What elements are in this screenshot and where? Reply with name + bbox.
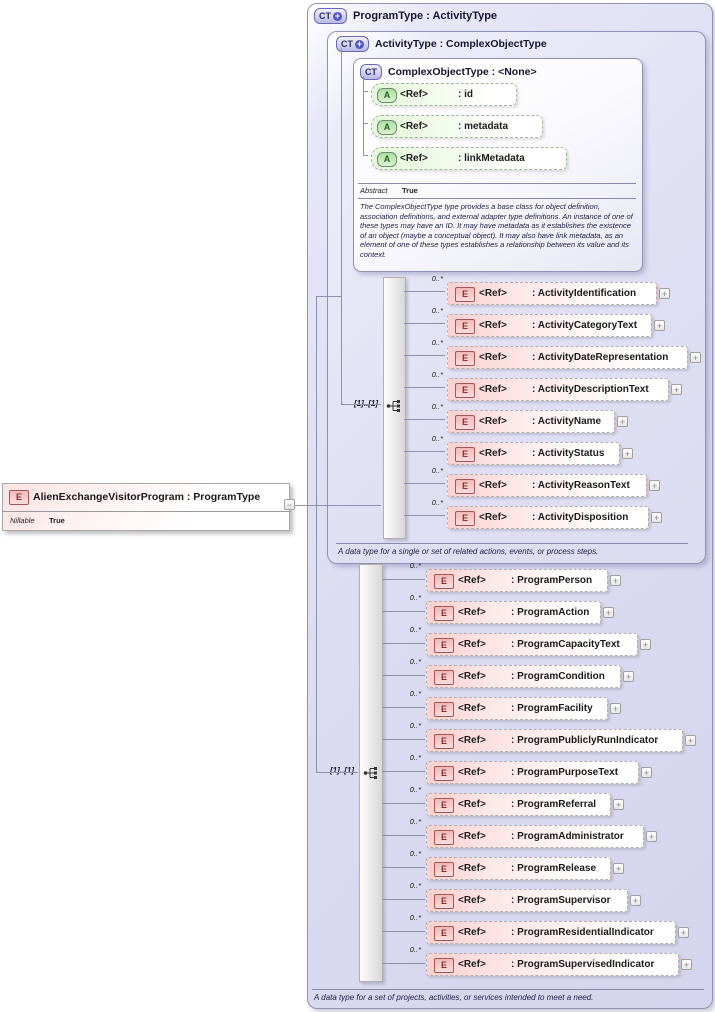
element-badge: E — [455, 511, 475, 526]
attribute-badge: A — [377, 120, 397, 135]
element-badge: E — [455, 447, 475, 462]
attribute-badge: A — [377, 152, 397, 167]
programtype-footer: A data type for a set of projects, activities, or services intended to meet a need. — [314, 993, 594, 1002]
element-badge: E — [434, 830, 454, 845]
element-row-programperson[interactable] — [426, 569, 608, 592]
element-badge: E — [455, 415, 475, 430]
attribute-row-id[interactable] — [371, 83, 517, 106]
cardinality-label: 0..* — [431, 402, 443, 411]
element-name: : ProgramPerson — [511, 575, 593, 586]
complex-type-badge — [336, 36, 369, 52]
element-badge: E — [434, 606, 454, 621]
programtype-header — [314, 8, 497, 24]
element-row-programcondition[interactable] — [426, 665, 621, 688]
expand-icon[interactable]: + — [654, 320, 665, 331]
element-badge: E — [455, 351, 475, 366]
element-row-programpubliclyrunindicator[interactable] — [426, 729, 683, 752]
element-row-programsupervisedindicator[interactable] — [426, 953, 679, 976]
cardinality-label: 0..* — [409, 721, 421, 730]
cardinality-label: 0..* — [431, 306, 443, 315]
element-box-alienexchangevisitorprogram[interactable] — [2, 483, 290, 531]
expand-icon[interactable]: + — [610, 575, 621, 586]
element-row-programcapacitytext[interactable] — [426, 633, 638, 656]
element-name: : ActivityCategoryText — [532, 320, 638, 331]
ref-label: <Ref> — [479, 288, 507, 299]
cardinality-label: 0..* — [409, 561, 421, 570]
sequence-icon — [386, 398, 402, 414]
element-badge: E — [434, 862, 454, 877]
expand-icon[interactable]: + — [651, 512, 662, 523]
cardinality-label: 0..* — [431, 466, 443, 475]
abstract-value: True — [402, 186, 418, 195]
ref-label: <Ref> — [458, 895, 486, 906]
element-badge: E — [434, 958, 454, 973]
cardinality-label: 0..* — [409, 817, 421, 826]
nillable-label: Nillable — [10, 516, 35, 525]
programtype-title: ProgramType : ActivityType — [353, 10, 498, 22]
expand-icon[interactable]: + — [681, 959, 692, 970]
ref-label: <Ref> — [479, 320, 507, 331]
expand-icon[interactable]: + — [613, 799, 624, 810]
element-name: : ProgramAdministrator — [511, 831, 624, 842]
cardinality-label: 0..* — [409, 785, 421, 794]
expand-icon[interactable]: + — [646, 831, 657, 842]
cardinality-label: 0..* — [409, 625, 421, 634]
element-row-programfacility[interactable] — [426, 697, 608, 720]
expand-icon[interactable]: + — [659, 288, 670, 299]
ref-label: <Ref> — [458, 735, 486, 746]
element-row-programaction[interactable] — [426, 601, 601, 624]
expand-icon[interactable]: + — [649, 480, 660, 491]
element-name: : ProgramCapacityText — [511, 639, 620, 650]
element-row-activitydescriptiontext[interactable] — [447, 378, 669, 401]
ref-label: <Ref> — [458, 831, 486, 842]
element-name: : ActivityDescriptionText — [532, 384, 649, 395]
ref-label: <Ref> — [400, 89, 428, 100]
element-name: : ProgramSupervisor — [511, 895, 611, 906]
ct-badge-label: CT — [319, 11, 331, 21]
cardinality-label: 0..* — [409, 657, 421, 666]
element-badge: E — [434, 670, 454, 685]
divider — [336, 543, 688, 544]
element-row-activityidentification[interactable] — [447, 282, 657, 305]
element-badge: E — [434, 638, 454, 653]
ref-label: <Ref> — [479, 512, 507, 523]
element-name: : ProgramAction — [511, 607, 590, 618]
element-row-programpurposetext[interactable] — [426, 761, 639, 784]
element-badge: E — [434, 734, 454, 749]
attribute-row-metadata[interactable] — [371, 115, 543, 138]
ref-label: <Ref> — [458, 639, 486, 650]
element-badge: E — [455, 287, 475, 302]
element-badge: E — [455, 479, 475, 494]
expand-icon[interactable]: + — [685, 735, 696, 746]
expand-icon[interactable]: + — [641, 767, 652, 778]
element-badge: E — [434, 766, 454, 781]
element-badge: E — [455, 383, 475, 398]
ref-label: <Ref> — [458, 703, 486, 714]
ref-label: <Ref> — [458, 575, 486, 586]
element-name: : ProgramFacility — [511, 703, 593, 714]
ct-badge-label: CT — [365, 67, 377, 77]
complex-type-box-complexobjecttype — [353, 58, 643, 272]
activitytype-title: ActivityType : ComplexObjectType — [375, 38, 547, 50]
ref-label: <Ref> — [458, 671, 486, 682]
complex-type-badge — [360, 64, 382, 80]
ref-label: <Ref> — [458, 799, 486, 810]
element-row-programadministrator[interactable] — [426, 825, 644, 848]
group-cardinality: [1]..[1] — [354, 399, 378, 408]
element-row-programsupervisor[interactable] — [426, 889, 628, 912]
ref-label: <Ref> — [458, 927, 486, 938]
attribute-name: : id — [458, 89, 473, 100]
activitytype-footer: A data type for a single or set of related actions, events, or process steps. — [338, 547, 599, 556]
divider — [358, 183, 636, 184]
element-row-activitydaterepresentation[interactable] — [447, 346, 688, 369]
ref-label: <Ref> — [458, 767, 486, 778]
cardinality-label: 0..* — [409, 593, 421, 602]
element-name: : ActivityStatus — [532, 448, 605, 459]
element-badge: E — [434, 926, 454, 941]
element-row-programresidentialindicator[interactable] — [426, 921, 676, 944]
ref-label: <Ref> — [479, 448, 507, 459]
abstract-label: Abstract — [360, 186, 388, 195]
type-description: The ComplexObjectType type provides a base class for object definition, association definitions, and external adapter type definitions. An instance of one of these types may have an ID. It may have metadata as it establishes the existence of an object (maybe a conceptual object). It may also have link metadata, as an element of one of these types establishes a relationship between its value and its context. — [360, 202, 633, 259]
element-row-activitystatus[interactable] — [447, 442, 620, 465]
element-badge: E — [434, 574, 454, 589]
element-name: : ProgramResidentialIndicator — [511, 927, 654, 938]
ref-label: <Ref> — [479, 416, 507, 427]
ref-label: <Ref> — [458, 959, 486, 970]
element-name: : ProgramPurposeText — [511, 767, 619, 778]
element-name: : ActivityIdentification — [532, 288, 637, 299]
divider — [312, 989, 704, 990]
complex-type-box-programtype — [307, 3, 713, 1009]
ref-label: <Ref> — [479, 352, 507, 363]
element-name: : ProgramSupervisedIndicator — [511, 959, 655, 970]
ref-label: <Ref> — [458, 863, 486, 874]
element-row-programrelease[interactable] — [426, 857, 611, 880]
cardinality-label: 0..* — [431, 434, 443, 443]
ref-label: <Ref> — [479, 480, 507, 491]
cardinality-label: 0..* — [431, 370, 443, 379]
element-badge: E — [455, 319, 475, 334]
complex-type-badge — [314, 8, 347, 24]
cardinality-label: 0..* — [409, 945, 421, 954]
complex-type-box-activitytype — [327, 31, 706, 564]
attribute-badge: A — [377, 88, 397, 103]
element-name: : ProgramPubliclyRunIndicator — [511, 735, 659, 746]
cardinality-label: 0..* — [409, 689, 421, 698]
complexobjecttype-header — [360, 64, 537, 80]
attribute-row-linkmetadata[interactable] — [371, 147, 567, 170]
ref-label: <Ref> — [400, 153, 428, 164]
element-title: AlienExchangeVisitorProgram : ProgramType — [33, 491, 261, 503]
element-name: : ProgramCondition — [511, 671, 605, 682]
group-cardinality: [1]..[1] — [330, 766, 354, 775]
cardinality-label: 0..* — [409, 913, 421, 922]
cardinality-label: 0..* — [409, 881, 421, 890]
collapse-icon[interactable]: − — [284, 499, 295, 510]
cardinality-label: 0..* — [431, 498, 443, 507]
cardinality-label: 0..* — [431, 338, 443, 347]
element-badge: E — [434, 798, 454, 813]
expand-icon[interactable]: + — [678, 927, 689, 938]
expand-icon[interactable]: + — [623, 671, 634, 682]
expand-icon[interactable]: + — [630, 895, 641, 906]
cardinality-label: 0..* — [409, 753, 421, 762]
expand-icon[interactable]: + — [617, 416, 628, 427]
expand-icon[interactable]: + — [622, 448, 633, 459]
expand-icon[interactable]: + — [603, 607, 614, 618]
ref-label: <Ref> — [400, 121, 428, 132]
element-row-activitydisposition[interactable] — [447, 506, 649, 529]
element-badge: E — [9, 490, 29, 505]
expand-icon[interactable]: + — [610, 703, 621, 714]
element-row-activityname[interactable] — [447, 410, 615, 433]
activitytype-header — [336, 36, 547, 52]
divider — [358, 198, 636, 199]
element-badge: E — [434, 702, 454, 717]
ct-plus-icon: + — [356, 38, 363, 49]
element-name: : ActivityName — [532, 416, 602, 427]
cardinality-label: 0..* — [431, 274, 443, 283]
complexobjecttype-title: ComplexObjectType : <None> — [388, 66, 537, 78]
expand-icon[interactable]: + — [613, 863, 624, 874]
element-row-activitycategorytext[interactable] — [447, 314, 652, 337]
expand-icon[interactable]: + — [690, 352, 701, 363]
element-row-programreferral[interactable] — [426, 793, 611, 816]
element-name: : ProgramReferral — [511, 799, 597, 810]
divider — [3, 511, 291, 512]
element-name: : ActivityDateRepresentation — [532, 352, 669, 363]
ct-plus-icon: + — [334, 10, 341, 21]
element-name: : ProgramRelease — [511, 863, 597, 874]
element-name: : ActivityReasonText — [532, 480, 630, 491]
ct-badge-label: CT — [341, 39, 353, 49]
element-name: : ActivityDisposition — [532, 512, 629, 523]
attribute-name: : metadata — [458, 121, 509, 132]
ref-label: <Ref> — [479, 384, 507, 395]
ref-label: <Ref> — [458, 607, 486, 618]
expand-icon[interactable]: + — [640, 639, 651, 650]
cardinality-label: 0..* — [409, 849, 421, 858]
nillable-value: True — [49, 516, 65, 525]
sequence-icon — [363, 765, 379, 781]
attribute-name: : linkMetadata — [458, 153, 525, 164]
expand-icon[interactable]: + — [671, 384, 682, 395]
element-row-activityreasontext[interactable] — [447, 474, 647, 497]
element-badge: E — [434, 894, 454, 909]
